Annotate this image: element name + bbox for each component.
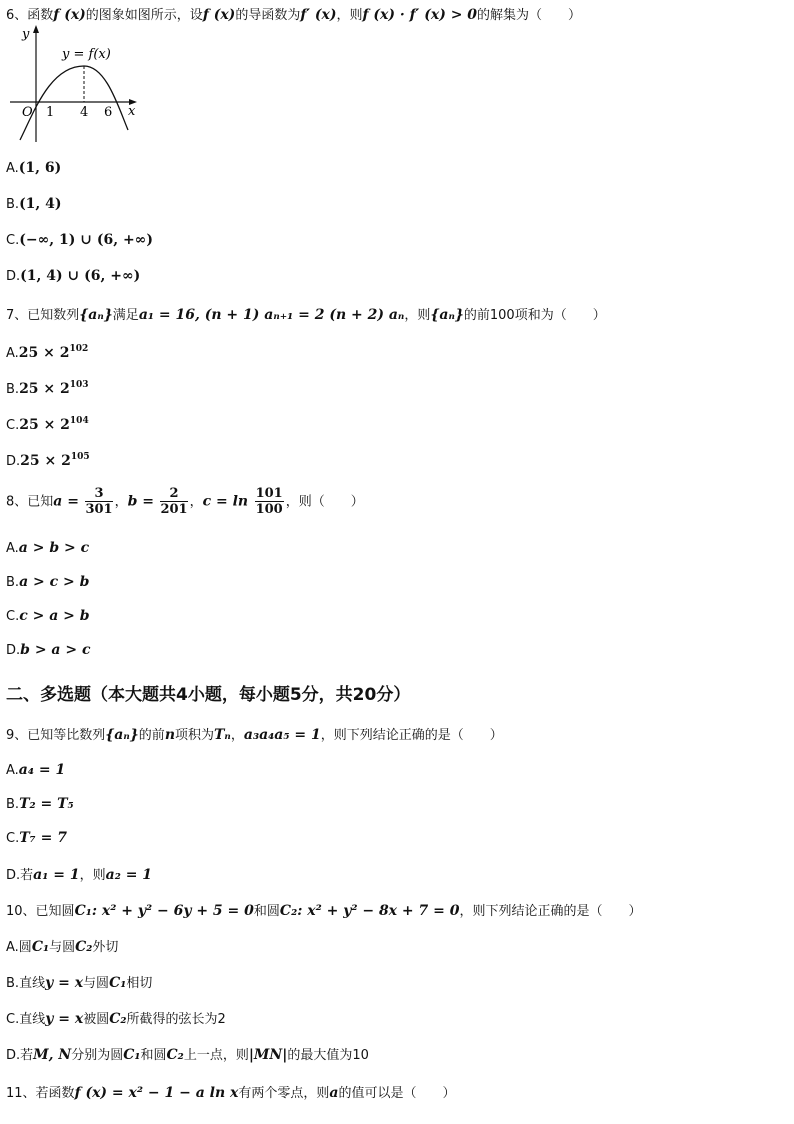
option-b[interactable] bbox=[6, 796, 74, 812]
option-label: D. bbox=[6, 868, 21, 883]
option-text: 上一点，则 bbox=[183, 1048, 249, 1063]
option-value: b > a > c bbox=[20, 642, 91, 658]
option-exponent: 105 bbox=[70, 452, 90, 462]
denominator: 201 bbox=[160, 502, 188, 517]
option-value: T₂ = T₅ bbox=[19, 796, 74, 812]
option-value: (1, 6) bbox=[18, 160, 62, 176]
question-10-stem bbox=[6, 900, 641, 919]
function-graph bbox=[6, 22, 146, 144]
question-number: 7、 bbox=[6, 308, 28, 323]
option-value: C₁ bbox=[109, 975, 127, 991]
option-c[interactable] bbox=[6, 1008, 226, 1027]
option-label: D. bbox=[6, 1048, 21, 1063]
option-label: D. bbox=[6, 269, 21, 284]
option-label: A. bbox=[6, 763, 19, 778]
option-text: 相切 bbox=[126, 976, 153, 991]
math-expr: a = bbox=[53, 493, 79, 510]
option-value: (1, 4) bbox=[19, 196, 62, 212]
question-7-stem bbox=[6, 304, 606, 323]
stem-text: ， bbox=[114, 494, 128, 510]
option-value: y = x bbox=[45, 1011, 84, 1027]
denominator: 100 bbox=[255, 502, 283, 517]
math-expr: C₂: x² + y² − 8x + 7 = 0 bbox=[279, 903, 460, 919]
option-exponent: 103 bbox=[69, 380, 89, 390]
math-expr: f (x) = x² − 1 − a ln x bbox=[74, 1085, 239, 1101]
option-value: a₄ = 1 bbox=[18, 762, 66, 778]
option-value: (1, 4) ∪ (6, +∞) bbox=[20, 268, 141, 284]
stem-text: 已知 bbox=[27, 494, 54, 510]
stem-text: 函数 bbox=[27, 8, 54, 23]
option-d[interactable] bbox=[6, 864, 152, 883]
option-label: C. bbox=[6, 1012, 20, 1027]
math-expr: f′ (x) bbox=[300, 7, 337, 23]
option-text: 分别为圆 bbox=[71, 1048, 124, 1063]
option-value: |MN| bbox=[248, 1047, 288, 1063]
fraction-c bbox=[255, 486, 284, 517]
math-expr: {aₙ} bbox=[105, 727, 139, 743]
stem-text: ，则（ ） bbox=[285, 494, 364, 510]
option-value: C₂ bbox=[109, 1011, 127, 1027]
option-value: a₂ = 1 bbox=[105, 867, 153, 883]
numerator: 2 bbox=[160, 486, 187, 502]
option-value: 25 × 2 bbox=[19, 381, 70, 397]
option-d[interactable] bbox=[6, 268, 140, 284]
option-c[interactable] bbox=[6, 830, 67, 846]
stem-text: ， bbox=[230, 728, 244, 743]
stem-text: 已知圆 bbox=[35, 904, 75, 919]
math-expr: b = bbox=[127, 493, 154, 510]
option-b[interactable] bbox=[6, 380, 89, 397]
tick-label: 6 bbox=[104, 105, 113, 120]
stem-text: 满足 bbox=[112, 308, 139, 323]
option-text: 若 bbox=[20, 868, 34, 883]
stem-text: 的前100项和为（ ） bbox=[463, 308, 606, 323]
math-expr: f (x) · f′ (x) > 0 bbox=[362, 7, 478, 23]
stem-text: 的值可以是（ ） bbox=[338, 1086, 456, 1101]
question-number: 6、 bbox=[6, 8, 28, 23]
question-9-stem bbox=[6, 724, 503, 743]
stem-text: 的导函数为 bbox=[235, 8, 301, 23]
math-expr: a₁ = 16, (n + 1) aₙ₊₁ = 2 (n + 2) aₙ bbox=[138, 307, 405, 323]
option-value: a₁ = 1 bbox=[33, 867, 80, 883]
option-text: 直线 bbox=[19, 1012, 46, 1027]
question-number: 11、 bbox=[6, 1086, 36, 1101]
option-label: D. bbox=[6, 454, 21, 469]
option-text: 圆 bbox=[18, 940, 32, 955]
option-label: C. bbox=[6, 831, 20, 846]
option-label: B. bbox=[6, 197, 20, 212]
option-label: B. bbox=[6, 797, 20, 812]
numerator: 3 bbox=[85, 486, 112, 502]
stem-text: 的解集为（ ） bbox=[477, 8, 582, 23]
question-number: 8、 bbox=[6, 494, 28, 510]
option-label: C. bbox=[6, 609, 20, 624]
option-value: a > b > c bbox=[18, 540, 90, 556]
option-c[interactable] bbox=[6, 608, 90, 624]
option-exponent: 104 bbox=[69, 416, 89, 426]
option-text: 外切 bbox=[92, 940, 119, 955]
option-value: C₂ bbox=[166, 1047, 184, 1063]
option-text: ，则 bbox=[79, 868, 106, 883]
option-d[interactable] bbox=[6, 642, 91, 658]
math-expr: {aₙ} bbox=[430, 307, 464, 323]
math-expr: Tₙ bbox=[214, 727, 231, 743]
y-axis-arrow bbox=[33, 25, 39, 33]
question-6-stem bbox=[6, 4, 581, 23]
option-a[interactable] bbox=[6, 936, 118, 955]
stem-text: 有两个零点，则 bbox=[238, 1086, 330, 1101]
option-c[interactable] bbox=[6, 232, 153, 248]
question-number: 10、 bbox=[6, 904, 36, 919]
option-label: B. bbox=[6, 976, 20, 991]
option-text: 所截得的弦长为2 bbox=[126, 1012, 226, 1027]
stem-text: ，则 bbox=[404, 308, 431, 323]
option-value: C₂ bbox=[75, 939, 93, 955]
option-text: 和圆 bbox=[140, 1048, 167, 1063]
origin-label: O bbox=[22, 105, 33, 120]
option-value: C₁ bbox=[31, 939, 50, 955]
math-expr: {aₙ} bbox=[79, 307, 113, 323]
stem-text: 和圆 bbox=[253, 904, 280, 919]
option-c[interactable] bbox=[6, 416, 89, 433]
numerator: 101 bbox=[255, 486, 283, 501]
option-text: 被圆 bbox=[83, 1012, 110, 1027]
option-label: A. bbox=[6, 161, 19, 176]
option-label: C. bbox=[6, 418, 20, 433]
math-expr: f (x) bbox=[202, 7, 236, 23]
stem-text: ，则下列结论正确的是（ ） bbox=[459, 904, 642, 919]
stem-text: 的图象如图所示，设 bbox=[85, 8, 203, 23]
option-b[interactable] bbox=[6, 972, 152, 991]
tick-label: 1 bbox=[46, 105, 55, 120]
option-value: y = x bbox=[45, 975, 84, 991]
section-heading: 二、多选题（本大题共4小题，每小题5分，共20分） bbox=[6, 685, 411, 705]
option-label: D. bbox=[6, 643, 21, 658]
option-label: A. bbox=[6, 346, 19, 361]
option-label: C. bbox=[6, 233, 20, 248]
option-value: C₁ bbox=[123, 1047, 141, 1063]
option-label: A. bbox=[6, 940, 19, 955]
option-text: 直线 bbox=[19, 976, 46, 991]
math-expr: a bbox=[329, 1085, 339, 1101]
stem-text: ，则 bbox=[336, 8, 363, 23]
stem-text: ，则下列结论正确的是（ ） bbox=[320, 728, 503, 743]
denominator: 301 bbox=[85, 502, 113, 517]
stem-text: 已知等比数列 bbox=[27, 728, 106, 743]
math-expr: c = ln bbox=[202, 493, 249, 510]
option-a[interactable] bbox=[6, 762, 65, 778]
curve-label: y = f(x) bbox=[62, 47, 111, 62]
math-expr: C₁: x² + y² − 6y + 5 = 0 bbox=[74, 903, 254, 919]
tick-label: 4 bbox=[80, 105, 89, 120]
option-a[interactable] bbox=[6, 344, 88, 361]
option-a[interactable] bbox=[6, 540, 89, 556]
option-text: 与圆 bbox=[83, 976, 110, 991]
stem-text: 若函数 bbox=[35, 1086, 75, 1101]
math-expr: f (x) bbox=[53, 7, 86, 23]
option-b[interactable] bbox=[6, 574, 89, 590]
option-value: (−∞, 1) ∪ (6, +∞) bbox=[19, 232, 153, 248]
option-value: 25 × 2 bbox=[20, 453, 71, 469]
question-11-stem bbox=[6, 1082, 455, 1101]
stem-text: ， bbox=[189, 494, 203, 510]
math-expr: a₃a₄a₅ = 1 bbox=[243, 727, 321, 743]
fraction-a bbox=[85, 486, 112, 517]
option-value: a > c > b bbox=[19, 574, 90, 590]
y-axis-label: y bbox=[22, 27, 30, 42]
question-8-stem bbox=[6, 486, 364, 517]
x-axis-label: x bbox=[128, 104, 136, 119]
option-d[interactable] bbox=[6, 452, 90, 469]
option-exponent: 102 bbox=[69, 344, 89, 354]
option-value: 25 × 2 bbox=[18, 345, 70, 361]
option-value: c > a > b bbox=[19, 608, 90, 624]
stem-text: 已知数列 bbox=[27, 308, 80, 323]
option-b[interactable] bbox=[6, 196, 62, 212]
option-value: 25 × 2 bbox=[19, 417, 70, 433]
option-text: 若 bbox=[20, 1048, 34, 1063]
stem-text: 项积为 bbox=[175, 728, 215, 743]
math-expr: n bbox=[164, 727, 175, 743]
option-text: 与圆 bbox=[49, 940, 76, 955]
option-a[interactable] bbox=[6, 160, 61, 176]
option-value: M, N bbox=[33, 1047, 72, 1063]
fraction-b bbox=[160, 486, 187, 517]
option-d[interactable] bbox=[6, 1044, 369, 1063]
option-label: A. bbox=[6, 541, 19, 556]
option-label: B. bbox=[6, 575, 20, 590]
option-value: T₇ = 7 bbox=[19, 830, 67, 846]
option-text: 的最大值为10 bbox=[287, 1048, 369, 1063]
stem-text: 的前 bbox=[138, 728, 165, 743]
option-label: B. bbox=[6, 382, 20, 397]
question-number: 9、 bbox=[6, 728, 28, 743]
